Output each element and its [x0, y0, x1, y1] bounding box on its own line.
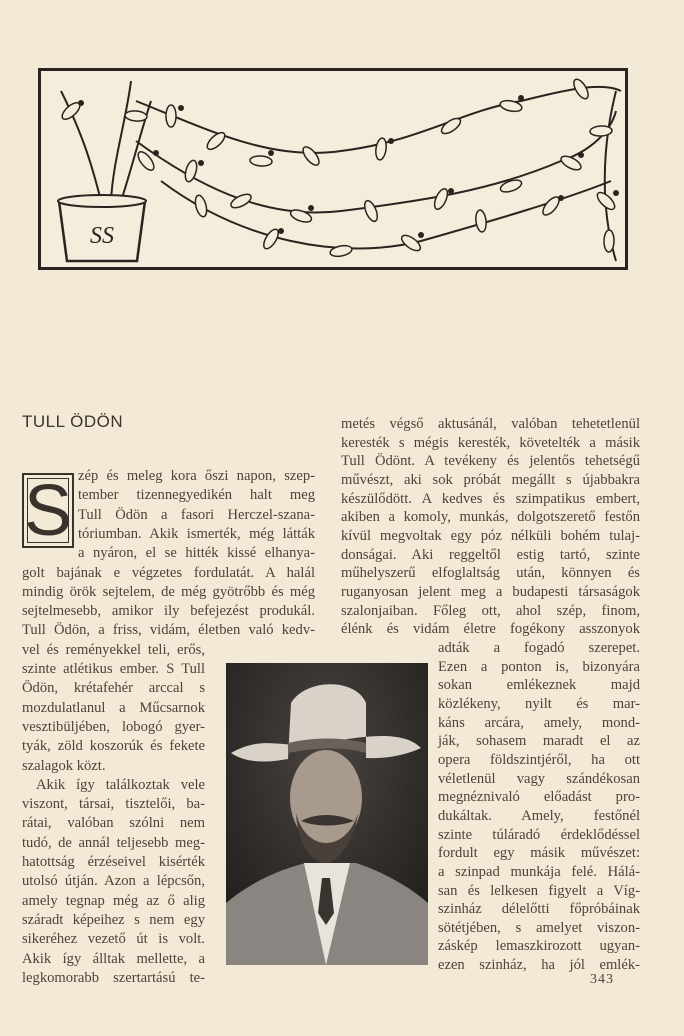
berry: [518, 95, 524, 101]
text-line: ezen szinház, ha jól emlék-: [438, 957, 640, 974]
text-line: mozdulatlanul a Műcsarnok: [22, 699, 205, 716]
text-line: opera földszintjéről, ha ott: [438, 751, 640, 768]
text-line: Ezen a ponton is, bizonyára: [438, 658, 640, 675]
vine-illustration: [41, 71, 625, 267]
leaf: [604, 230, 614, 252]
text-line: Ödön, krétafehér arccal s: [22, 680, 205, 697]
text-line: rátai, valóban szólni nem: [22, 815, 205, 832]
text-line: ruganyosan jelent meg a budapesti társaságok: [341, 583, 640, 600]
text-line: mindig örök sejtelem, de még gyötrőbb és még: [22, 583, 315, 600]
text-line: tyák, zöld koszorúk és fekete: [22, 738, 205, 755]
leaf: [475, 209, 488, 232]
text-line: tudó, de annál teljesebb meg-: [22, 834, 205, 851]
text-line: hatottság érzéseivel kisérték: [22, 854, 205, 870]
text-line: san és lelkesen figyelt a Víg-: [438, 882, 640, 899]
berry: [388, 138, 394, 144]
leaf: [300, 144, 322, 167]
text-line: sötétjében, s amelyet viszon-: [438, 919, 640, 936]
berry: [268, 150, 274, 156]
text-line: szinház délelőtti főpróbáinak: [438, 901, 640, 918]
leaf: [125, 110, 148, 122]
text-line: szinte túláradó érdeklődéssel: [438, 826, 640, 843]
text-line: közlékeny, nyilt és mar-: [438, 695, 640, 712]
text-line: legkomorabb szertartású te-: [22, 969, 205, 986]
text-line: tember tizennegyedikén halt meg: [78, 487, 315, 504]
drop-cap: [22, 470, 74, 551]
leaf: [499, 178, 523, 195]
text-line: Tull Ödön, a friss, vidám, életben való kedv-: [22, 622, 315, 639]
text-line: sejtelmesebb, amikor ily befejezést produkál.: [22, 603, 315, 620]
text-line: véletlenül vagy szándékosan: [438, 770, 640, 787]
text-line: káns arcára, amely, mond-: [438, 714, 640, 731]
text-line: metés végső aktusánál, valóban tehetetlenül: [341, 416, 640, 432]
text-line: donságai. Aki reggeltől estig tartó, szinte: [341, 546, 640, 563]
berry: [308, 205, 314, 211]
berry: [278, 228, 284, 234]
text-line: kívül megvoltak egy póz nélküli bohém tulaj-: [341, 527, 640, 544]
text-line: utolsó útján. Azon a lépcsőn,: [22, 873, 205, 890]
leaf: [375, 137, 388, 160]
pot-monogram: SS: [90, 223, 114, 249]
text-line: készülődött. A kedves és szimpatikus embert,: [341, 490, 640, 507]
leaf: [250, 155, 273, 167]
text-line: szalonjaiban. Főleg ott, ahol szép, finom,: [341, 602, 640, 619]
berry: [578, 152, 584, 158]
text-line: golt bajának e végzetes fordulatát. A halál: [22, 564, 315, 581]
text-line: Akik így találkoztak vele: [36, 776, 205, 793]
text-line: sokan emlékeznek majd: [438, 677, 640, 694]
text-line: amely tegnap még az ő alig: [22, 892, 205, 909]
text-line: sikeréhez vezető út is volt.: [22, 931, 205, 948]
text-line: tóriumban. Akik ismerték, még látták: [78, 525, 315, 542]
portrait-photo: [226, 663, 428, 965]
text-line: fordult egy másik művészet:: [438, 845, 640, 862]
text-line: megnéznivaló előadást pro-: [438, 789, 640, 806]
text-line: vesztibüljében, lobogó gyer-: [22, 718, 205, 735]
text-line: a szinpad munkája felé. Hálá-: [438, 863, 640, 880]
text-line: műhelyszerű elfoglaltság után, könnyen és: [341, 565, 640, 582]
leaf: [229, 192, 253, 211]
text-line: vel és reményekkel teli, erős,: [22, 641, 205, 658]
text-line: Akik így álltak mellette, a: [22, 950, 205, 967]
leaf: [362, 199, 380, 223]
leaf: [166, 105, 176, 127]
text-line: szinte atlétikus ember. S Tull: [22, 661, 205, 677]
article-title: TULL ÖDÖN: [22, 412, 124, 431]
text-line: dukáltak. Amely, festőnél: [438, 807, 640, 824]
text-line: élénk és vidám életre fogékony asszonyok: [341, 621, 640, 638]
text-line: akiben a komoly, munkás, dolgotszerető festőn: [341, 509, 640, 526]
berry: [418, 232, 424, 238]
text-line: művészt, aki sok próbát megállt s újabbakra: [341, 471, 640, 488]
berry: [448, 188, 454, 194]
berry: [78, 100, 84, 106]
leaf: [193, 194, 208, 218]
text-line: Tull Ödönt. A tevékeny és jelentős tehetségű: [341, 453, 640, 470]
leaf: [439, 116, 463, 137]
text-line: száradt képeihez s nem egy: [22, 911, 205, 928]
berry: [558, 195, 564, 201]
text-line: a nyáron, el se hitték kissé elhanya-: [78, 545, 315, 562]
text-line: viszont, társai, tisztelői, ba-: [22, 796, 205, 813]
berry: [153, 150, 159, 156]
text-line: keresték s mégis keresték, követelték a másik: [341, 434, 640, 451]
berry: [613, 190, 619, 196]
text-line: ják, sohasem maradt el az: [438, 733, 640, 750]
text-line: záskép lemaszkirozott ugyan-: [438, 938, 640, 955]
text-line: szalagok közt.: [22, 757, 106, 774]
text-line: Tull Ödön a fasori Herczel-szana-: [78, 506, 315, 523]
leaf: [432, 187, 450, 211]
drop-cap-letter: S: [23, 470, 73, 551]
text-line: adták a fogadó szerepet.: [438, 639, 640, 656]
berry: [198, 160, 204, 166]
leaf: [590, 125, 612, 136]
header-vine-ornament: [38, 68, 628, 270]
berry: [178, 105, 184, 111]
page-number: 343: [590, 972, 614, 987]
text-line: zép és meleg kora őszi napon, szep-: [78, 468, 315, 484]
leaf: [329, 244, 353, 258]
